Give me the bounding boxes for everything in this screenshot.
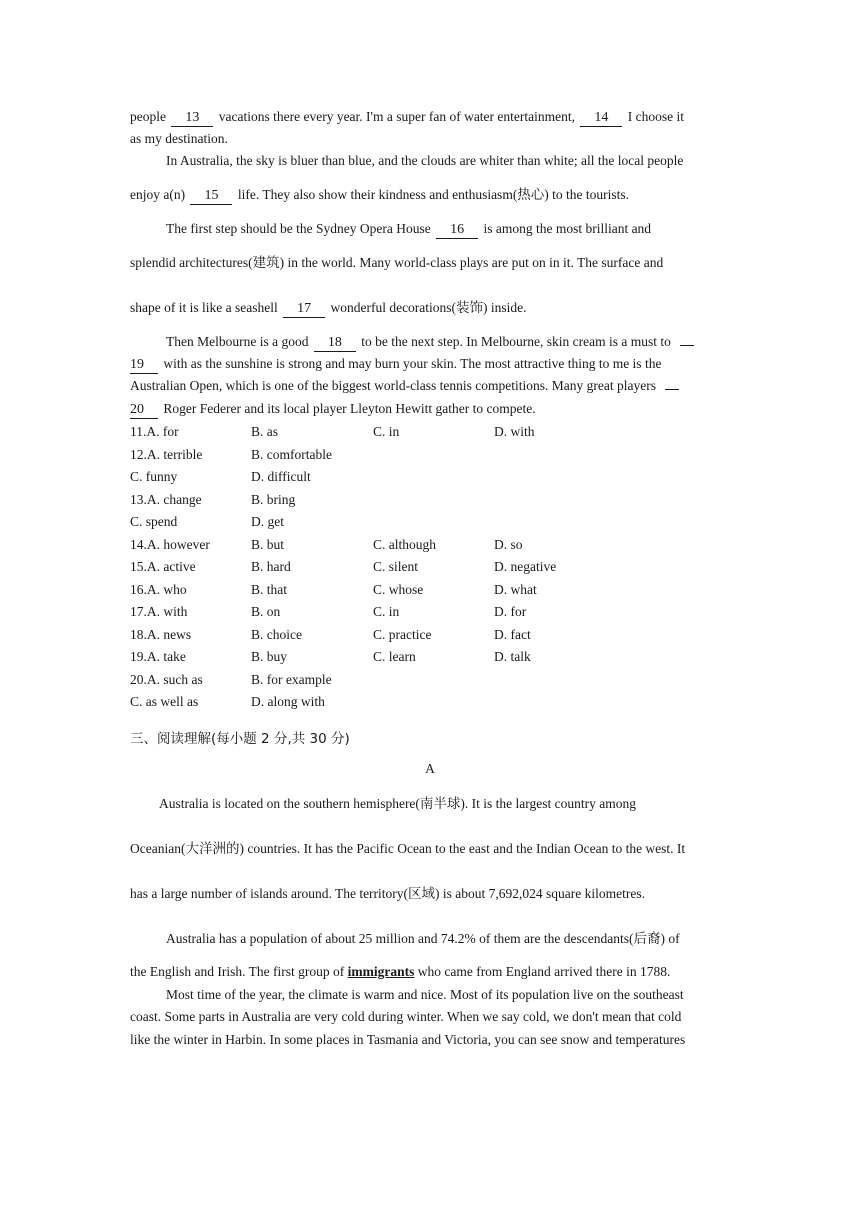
blank-20-start: [665, 389, 679, 390]
text-segment: The first step should be the Sydney Opera House: [166, 221, 435, 236]
blank-17: 17: [283, 301, 325, 318]
option-item: C. learn: [373, 649, 416, 664]
option-item: B. hard: [251, 559, 291, 574]
cloze-line: [130, 355, 661, 374]
option-item: D. with: [494, 424, 535, 439]
option-item: D. what: [494, 581, 537, 597]
option-item: 18.A. news: [130, 626, 192, 642]
cloze-line: [130, 299, 527, 318]
option-item: B. on: [251, 604, 281, 619]
option-item: D. negative: [494, 559, 557, 574]
option-item: C. as well as: [130, 694, 199, 709]
option-item: B. as: [251, 424, 278, 439]
option-item: D. difficult: [251, 469, 311, 484]
blank-14: 14: [580, 110, 622, 127]
option-item: D. so: [494, 536, 523, 552]
cloze-line: splendid architectures(建筑) in the world. Many world-class plays are put on in it. The surface and: [130, 255, 664, 270]
text-segment: Roger Federer and its local player Lleyton Hewitt gather to compete.: [160, 401, 536, 416]
text-segment: who came from England arrived there in 1788.: [414, 964, 671, 979]
option-item: B. comfortable: [251, 446, 332, 462]
option-item: C. although: [373, 536, 436, 552]
cloze-line: [130, 108, 684, 127]
passage-line: has a large number of islands around. The territory(区域) is about 7,692,024 square kilometres.: [130, 886, 646, 901]
cloze-line: [130, 400, 536, 419]
option-item: D. along with: [251, 694, 325, 709]
option-item: D. talk: [494, 649, 531, 664]
option-item: B. but: [251, 536, 285, 552]
blank-13: 13: [171, 110, 213, 127]
option-item: C. whose: [373, 581, 424, 597]
text-segment: with as the sunshine is strong and may burn your skin. The most attractive thing to me is the: [160, 356, 662, 371]
blank-15: 15: [190, 188, 232, 205]
cloze-line: [166, 333, 696, 352]
cloze-line: [130, 377, 681, 395]
blank-20: 20: [130, 402, 158, 419]
option-item: C. spend: [130, 514, 178, 529]
option-item: B. choice: [251, 626, 302, 642]
passage-line: [130, 963, 670, 981]
passage-line: like the winter in Harbin. In some places in Tasmania and Victoria, you can see snow and temperatures: [130, 1032, 686, 1047]
text-segment: enjoy a(n): [130, 187, 189, 202]
option-item: 16.A. who: [130, 581, 187, 597]
option-item: C. silent: [373, 559, 419, 574]
passage-label: A: [425, 761, 435, 776]
text-segment: to be the next step. In Melbourne, skin cream is a must to: [357, 334, 675, 349]
text-segment: is among the most brilliant and: [480, 221, 652, 236]
cloze-line: In Australia, the sky is bluer than blue, and the clouds are whiter than white; all the local people: [166, 153, 684, 168]
blank-16: 16: [436, 222, 478, 239]
option-item: 13.A. change: [130, 491, 202, 507]
option-item: B. bring: [251, 491, 296, 507]
option-item: D. get: [251, 514, 284, 529]
option-item: B. for example: [251, 671, 332, 687]
passage-line: Australia is located on the southern hemisphere(南半球). It is the largest country among: [159, 796, 637, 811]
text-segment: life. They also show their kindness and enthusiasm(热心) to the tourists.: [234, 187, 630, 202]
blank-18: 18: [314, 335, 356, 352]
text-segment: Then Melbourne is a good: [166, 334, 312, 349]
text-segment: wonderful decorations(装饰) inside.: [327, 300, 527, 315]
cloze-line: [130, 186, 629, 205]
option-item: C. funny: [130, 469, 178, 484]
passage-line: Oceanian(大洋洲的) countries. It has the Pacific Ocean to the east and the Indian Ocean to the west. It: [130, 841, 686, 856]
option-item: C. in: [373, 424, 400, 439]
cloze-line: [166, 220, 651, 239]
option-item: C. in: [373, 604, 400, 619]
option-item: 14.A. however: [130, 536, 210, 552]
option-item: 15.A. active: [130, 559, 196, 574]
text-segment: I choose it: [624, 109, 685, 124]
option-item: 11.A. for: [130, 424, 179, 439]
passage-line: coast. Some parts in Australia are very cold during winter. When we say cold, we don't mean that cold: [130, 1009, 682, 1024]
text-segment: people: [130, 109, 170, 124]
text-segment: the English and Irish. The first group of: [130, 964, 348, 979]
section-title: 三、阅读理解(每小题 2 分,共 30 分): [130, 731, 350, 747]
passage-line: Most time of the year, the climate is warm and nice. Most of its population live on the southeast: [166, 987, 684, 1002]
option-item: D. for: [494, 604, 527, 619]
cloze-line: as my destination.: [130, 131, 228, 146]
option-item: B. buy: [251, 649, 288, 664]
passage-line: Australia has a population of about 25 million and 74.2% of them are the descendants(后裔) of: [166, 931, 680, 946]
option-item: 19.A. take: [130, 649, 186, 664]
option-item: 12.A. terrible: [130, 446, 203, 462]
text-segment: Australian Open, which is one of the biggest world-class tennis competitions. Many great players: [130, 378, 660, 393]
text-segment: shape of it is like a seashell: [130, 300, 282, 315]
text-segment: vacations there every year. I'm a super fan of water entertainment,: [215, 109, 579, 124]
option-item: B. that: [251, 581, 287, 597]
option-item: 17.A. with: [130, 604, 188, 619]
option-item: D. fact: [494, 626, 531, 642]
option-item: 20.A. such as: [130, 671, 203, 687]
blank-19: 19: [130, 357, 158, 374]
keyword-immigrants: immigrants: [347, 964, 415, 979]
blank-19-start: [680, 345, 694, 346]
option-item: C. practice: [373, 626, 432, 642]
